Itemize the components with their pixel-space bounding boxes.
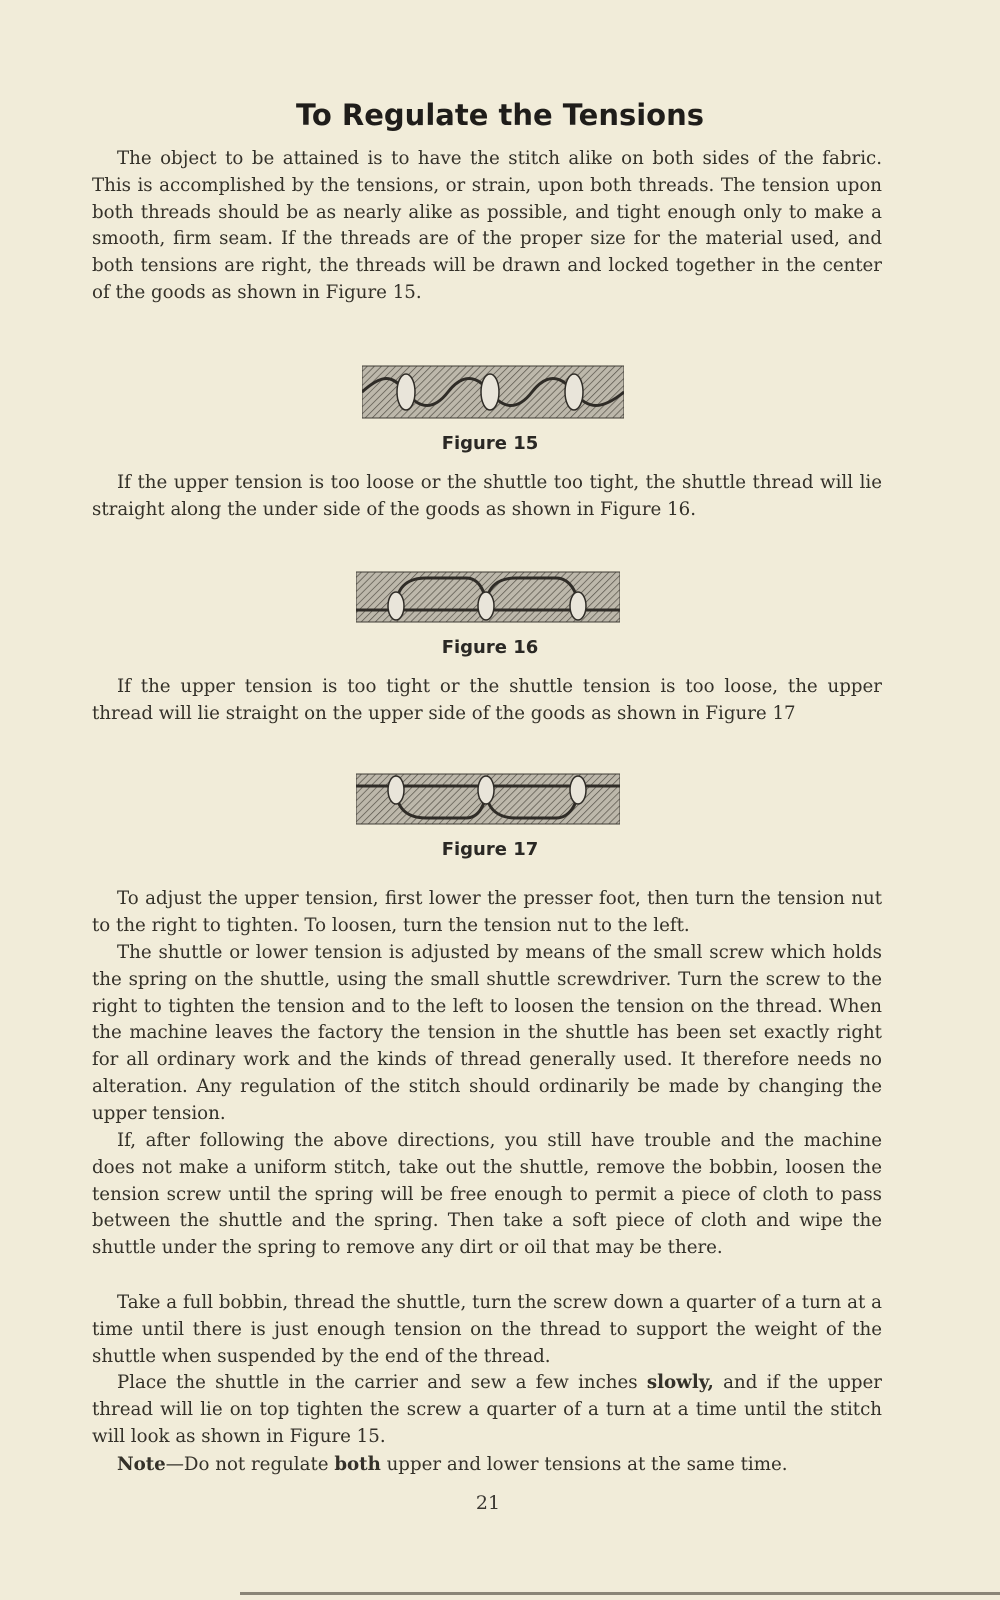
paragraph-6: If, after following the above directions, you still have trouble and the machine does not make a uniform stitch, take out the shuttle, remove the bobbin, loosen the tension screw until the spring will be free enough to permit a piece of cloth to pass between the shuttle and the spring. Then take a soft piece of cloth and wipe the shuttle under the spring to remove any dirt or oil that may be there.	[92, 1130, 882, 1259]
paragraph-8-text-a: Place the shuttle in the carrier and sew a few inches	[117, 1372, 647, 1393]
note-label: Note	[117, 1454, 166, 1475]
figure-15-stitch-illustration	[362, 364, 624, 420]
paragraph-8	[92, 1370, 882, 1450]
figure-16-stitch-illustration	[356, 570, 620, 624]
paragraph-8-bold: slowly,	[646, 1372, 714, 1393]
paragraph-7: Take a full bobbin, thread the shuttle, turn the screw down a quarter of a turn at a time until there is just enough tension on the thread to support the weight of the shuttle when suspended by the end of the thread.	[92, 1292, 882, 1367]
paragraph-8-text-b: and if the upper thread will lie on top tighten the screw a quarter of a turn at a time until the stitch will look as shown in Figure 15.	[92, 1372, 882, 1447]
bottom-edge-rule	[240, 1592, 1000, 1595]
figure-17-stitch-illustration	[356, 772, 620, 826]
paragraph-4: To adjust the upper tension, first lower the presser foot, then turn the tension nut to the right to tighten. To loosen, turn the tension nut to the left.	[92, 888, 882, 936]
figure-15-caption: Figure 15	[441, 433, 539, 454]
figure-16-caption: Figure 16	[441, 637, 539, 658]
note-text-a: —Do not regulate	[165, 1454, 335, 1475]
note-text-b: upper and lower tensions at the same time.	[380, 1454, 788, 1475]
note-bold: both	[334, 1454, 381, 1475]
paragraph-2: If the upper tension is too loose or the shuttle too tight, the shuttle thread will lie straight along the under side of the goods as shown in Figure 16.	[92, 472, 882, 520]
note-paragraph	[92, 1452, 882, 1479]
page-number: 21	[475, 1492, 501, 1514]
figure-17-caption: Figure 17	[441, 839, 539, 860]
paragraph-5: The shuttle or lower tension is adjusted by means of the small screw which holds the spring on the shuttle, using the small shuttle screwdriver. Turn the screw to the right to tighten the tension and to the left to loosen the tension on the thread. When the machine leaves the factory the tension in the shuttle has been set exactly right for all ordinary work and the kinds of thread generally used. It therefore needs no alteration. Any regulation of the stitch should ordinarily be made by changing the upper tension.	[92, 942, 882, 1124]
paragraph-3: If the upper tension is too tight or the shuttle tension is too loose, the upper thread will lie straight on the upper side of the goods as shown in Figure 17	[92, 676, 882, 724]
paragraph-1: The object to be attained is to have the stitch alike on both sides of the fabric. This is accomplished by the tensions, or strain, upon both threads. The tension upon both threads should be as nearly alike as possible, and tight enough only to make a smooth, firm seam. If the threads are of the proper size for the material used, and both tensions are right, the threads will be drawn and locked together in the center of the goods as shown in Figure 15.	[92, 148, 882, 303]
page-title: To Regulate the Tensions	[295, 98, 705, 132]
